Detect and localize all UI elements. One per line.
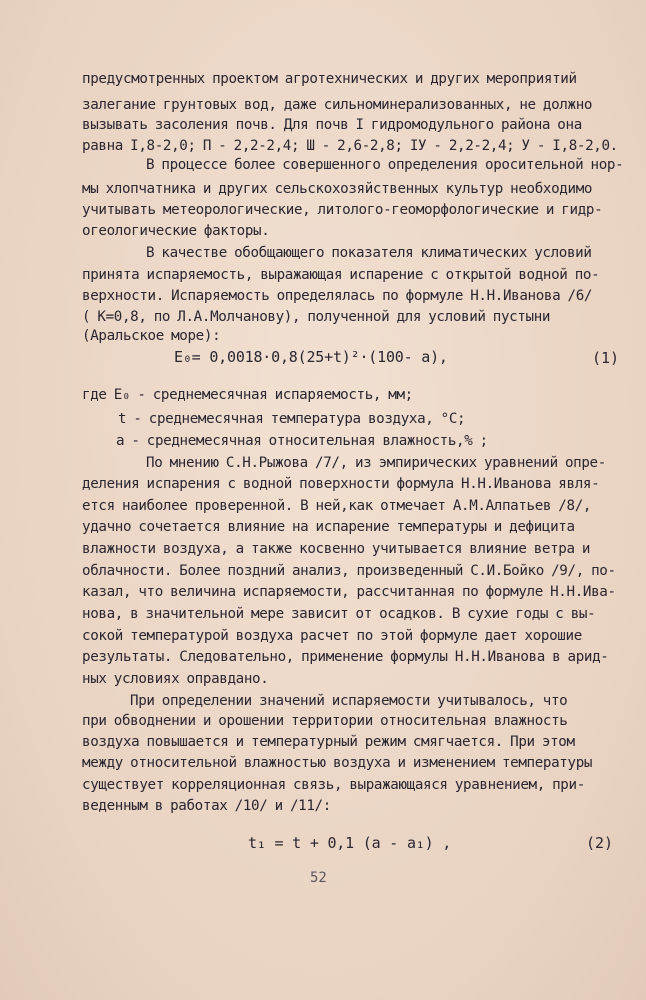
text-line: существует корреляционная связь, выражающаяся уравнением, при- xyxy=(82,777,585,793)
formula-2: t₁ = t + 0,1 (a - a₁) , xyxy=(248,834,452,852)
text-line: деления испарения с водной поверхности формула Н.Н.Иванова явля- xyxy=(82,476,600,492)
text-line: равна I,8-2,0; П - 2,2-2,4; Ш - 2,6-2,8; IУ - 2,2-2,4; У - I,8-2,0. xyxy=(82,138,618,154)
definition-line: где E₀ - среднемесячная испаряемость, мм; xyxy=(82,387,413,403)
text-line: предусмотренных проектом агротехнических и других мероприятий xyxy=(82,71,577,87)
text-line: огеологические факторы. xyxy=(82,223,270,239)
text-line: облачности. Более поздний анализ, произведенный С.И.Бойко /9/, по- xyxy=(82,563,616,579)
text-line: верхности. Испаряемость определялась по формуле Н.Н.Иванова /6/ xyxy=(82,288,593,304)
text-line: учитывать метеорологические, литолого-геоморфологические и гидр- xyxy=(82,202,603,218)
text-line: В процессе более совершенного определения оросительной нор- xyxy=(146,157,624,173)
text-line: При определении значений испаряемости учитывалось, что xyxy=(130,693,568,709)
text-line: результаты. Следовательно, применение формулы Н.Н.Иванова в арид- xyxy=(82,649,609,665)
formula-1-number: (1) xyxy=(592,349,620,367)
definition-line: t - среднемесячная температура воздуха, °C; xyxy=(118,411,466,427)
text-line: между относительной влажностью воздуха и изменением температуры xyxy=(82,755,593,771)
definition-line: a - среднемесячная относительная влажность,% ; xyxy=(116,433,488,449)
text-line: По мнению С.Н.Рыжова /7/, из эмпирических уравнений опре- xyxy=(146,455,606,471)
text-line: воздуха повышается и температурный режим смягчается. При этом xyxy=(82,734,575,750)
text-line: вызывать засоления почв. Для почв I гидромодульного района она xyxy=(82,117,582,133)
text-line: принята испаряемость, выражающая испарение с открытой водной по- xyxy=(82,267,600,283)
text-line: сокой температурой воздуха расчет по этой формуле дает хорошие xyxy=(82,628,582,644)
text-line: ных условиях оправдано. xyxy=(82,671,269,687)
text-line: при обводнении и орошении территории относительная влажность xyxy=(82,713,568,729)
formula-2-number: (2) xyxy=(586,834,614,852)
text-line: удачно сочетается влияние на испарение температуры и дефицита xyxy=(82,519,575,535)
text-line: ется наиболее проверенной. В ней,как отмечает А.М.Алпатьев /8/, xyxy=(82,498,592,514)
text-line: влажности воздуха, а также косвенно учитывается влияние ветра и xyxy=(82,541,591,557)
text-line: мы хлопчатника и других сельскохозяйственных культур необходимо xyxy=(82,181,593,197)
page-number: 52 xyxy=(310,870,327,886)
text-line: ( К=0,8, по Л.А.Молчанову), полученной для условий пустыни xyxy=(82,309,551,325)
formula-1: E₀= 0,0018·0,8(25+t)²·(100- a), xyxy=(174,348,448,366)
text-line: казал, что величина испаряемости, рассчитанная по формуле Н.Н.Ива- xyxy=(82,584,616,600)
text-line: веденным в работах /10/ и /11/: xyxy=(82,798,331,814)
text-line: залегание грунтовых вод, даже сильноминерализованных, не должно xyxy=(82,97,593,113)
text-line: В качестве обобщающего показателя климатических условий xyxy=(146,245,592,261)
text-line: (Аральское море): xyxy=(82,328,221,344)
text-line: нова, в значительной мере зависит от осадков. В сухие годы с вы- xyxy=(82,606,596,622)
